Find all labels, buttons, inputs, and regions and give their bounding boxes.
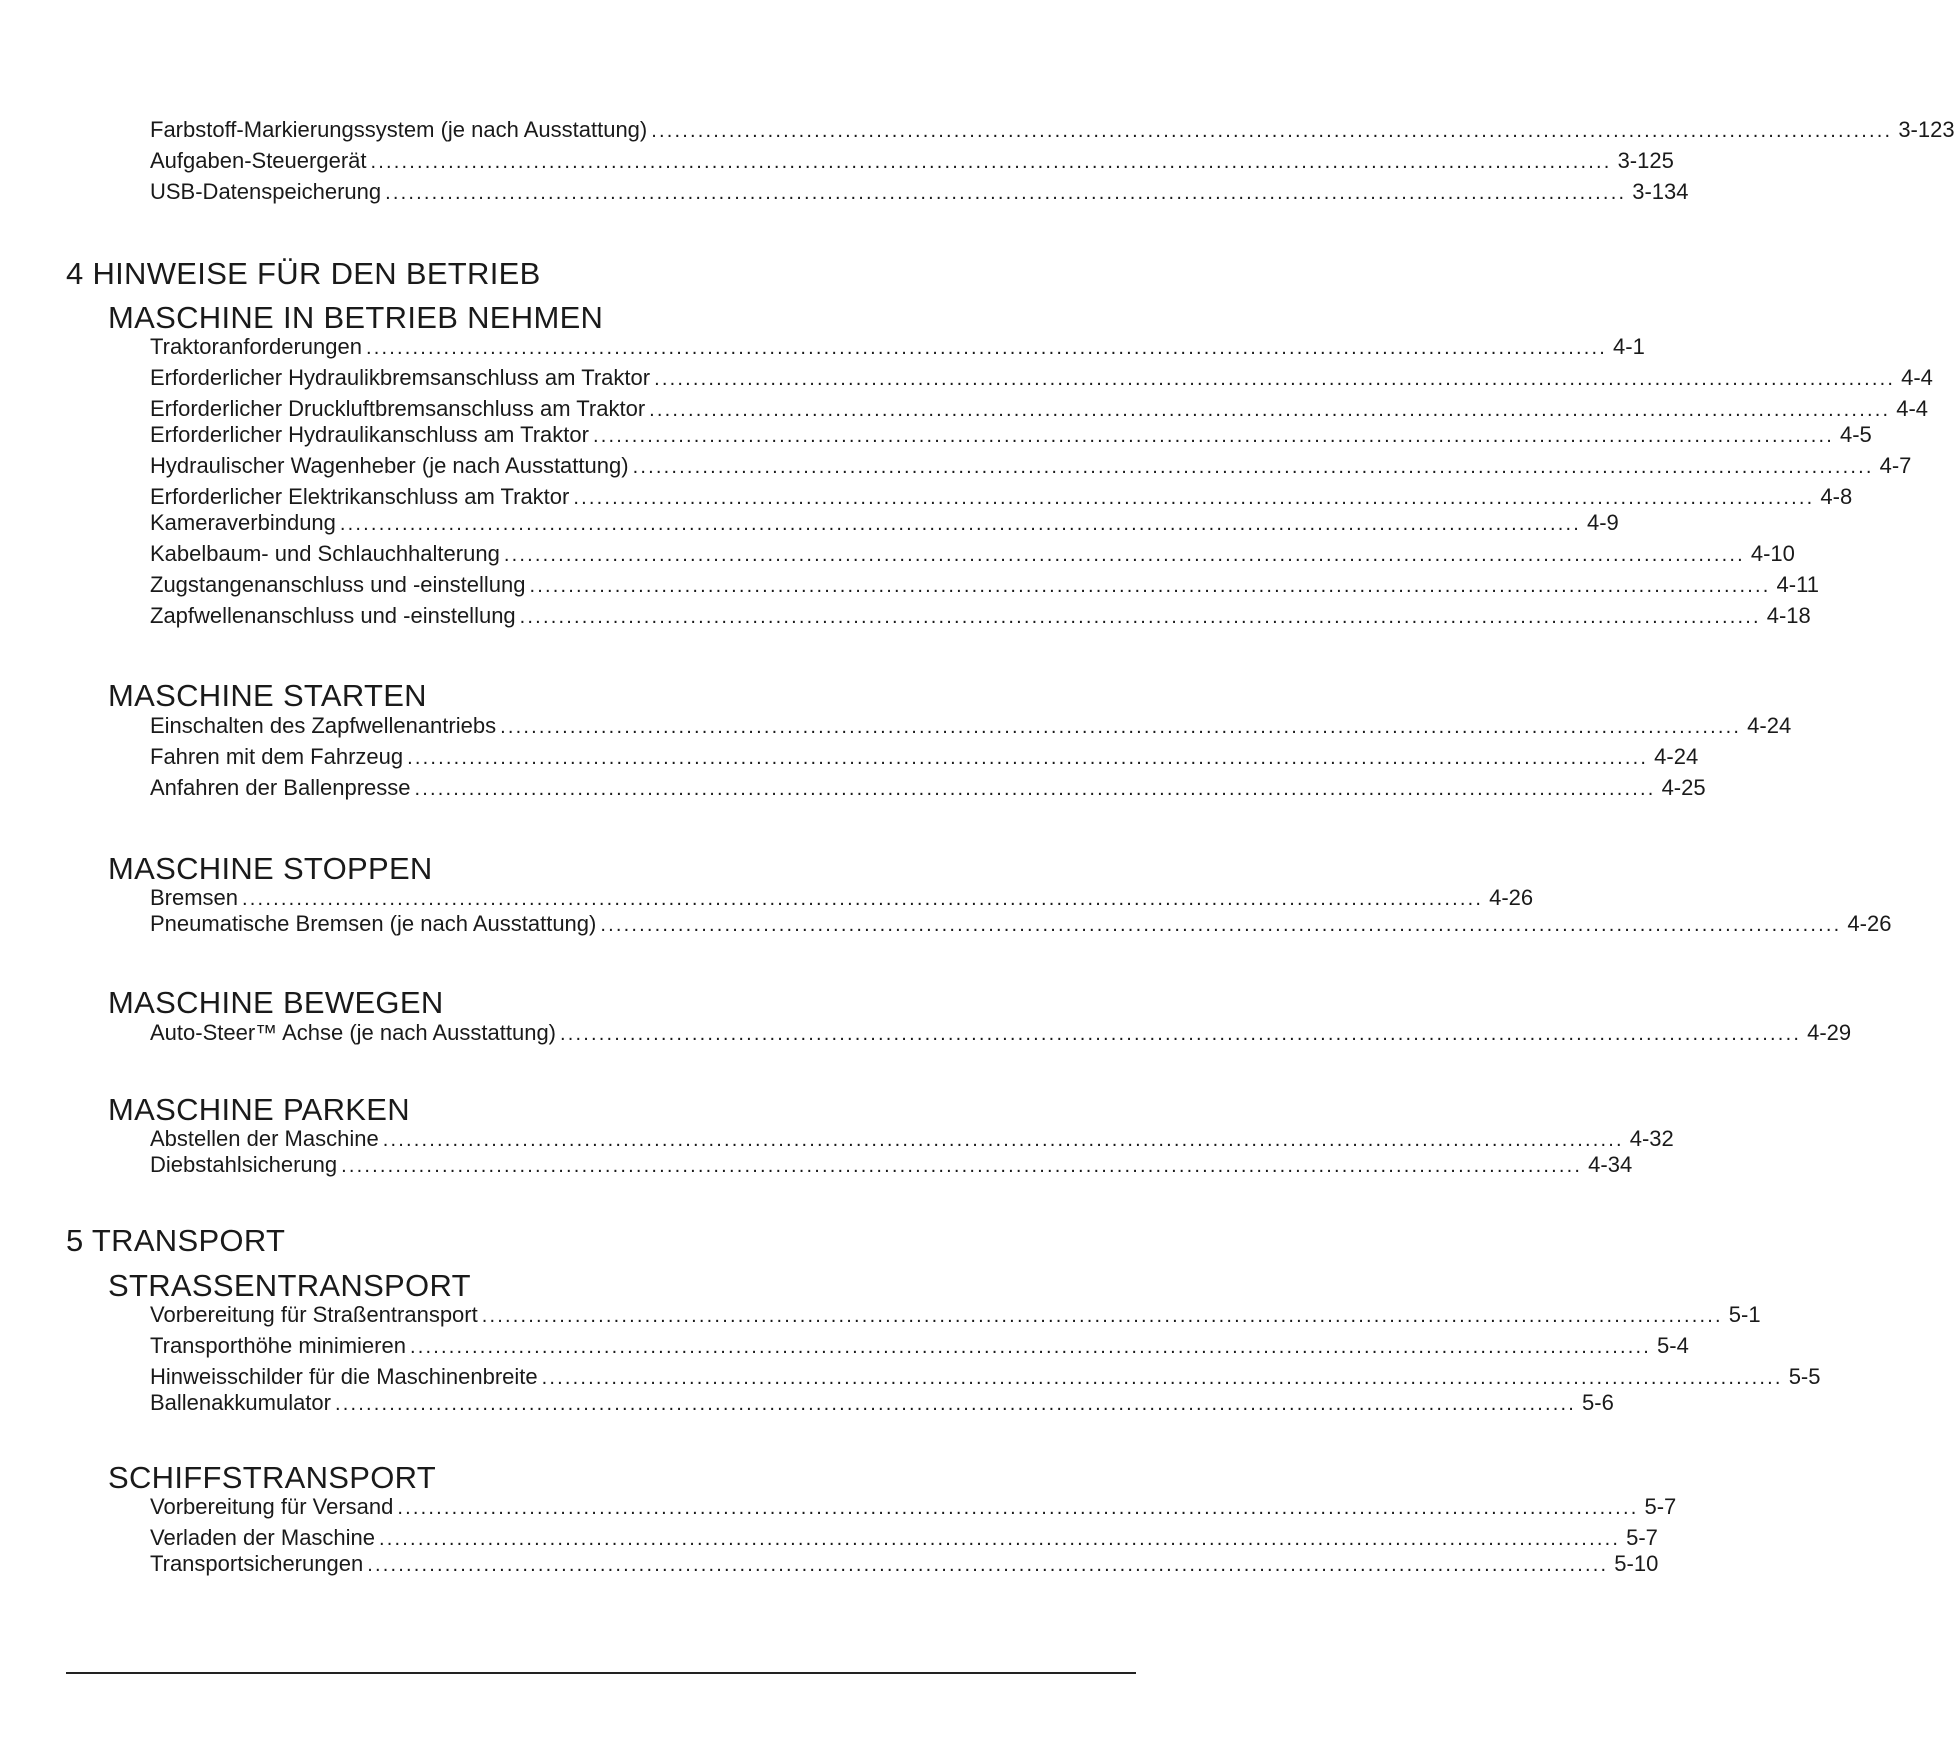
dot-leader: ................................................................................................................................................................ [654, 368, 1896, 390]
toc-entry-label: Hydraulischer Wagenheber (je nach Ausstattung) [150, 453, 629, 478]
toc-entry[interactable] [150, 510, 1619, 536]
dot-leader: ................................................................................................................................................................ [541, 1367, 1783, 1389]
toc-entry[interactable] [150, 603, 1811, 629]
toc-entry[interactable] [150, 396, 1929, 422]
toc-entry-page: 4-7 [1879, 453, 1912, 478]
toc-entry-page: 4-18 [1766, 603, 1811, 628]
dot-leader: ................................................................................................................................................................ [382, 1129, 1624, 1151]
toc-entry-page: 4-26 [1847, 911, 1892, 936]
toc-entry-label: Vorbereitung für Straßentransport [150, 1302, 478, 1327]
toc-entry[interactable] [150, 885, 1534, 911]
toc-entry[interactable] [150, 484, 1853, 510]
dot-leader: ................................................................................................................................................................ [651, 120, 1893, 142]
toc-entry[interactable] [150, 1020, 1852, 1046]
dot-leader: ................................................................................................................................................................ [242, 888, 1484, 910]
footer-divider [66, 1672, 1136, 1674]
dot-leader: ................................................................................................................................................................ [592, 425, 1834, 447]
toc-entry[interactable] [150, 179, 1689, 205]
toc-entry-page: 4-34 [1588, 1152, 1633, 1177]
toc-entry-page: 4-32 [1629, 1126, 1674, 1151]
dot-leader: ................................................................................................................................................................ [379, 1528, 1621, 1550]
toc-entry-label: Auto-Steer™ Achse (je nach Ausstattung) [150, 1020, 557, 1045]
toc-entry-label: Erforderlicher Druckluftbremsanschluss am Traktor [150, 396, 646, 421]
toc-entry-page: 4-26 [1489, 885, 1534, 910]
toc-entry[interactable] [150, 1152, 1633, 1178]
toc-entry[interactable] [150, 1302, 1761, 1328]
dot-leader: ................................................................................................................................................................ [409, 1336, 1652, 1358]
section-heading[interactable]: MASCHINE STOPPEN [108, 851, 433, 886]
toc-entry-label: Kabelbaum- und Schlauchhalterung [150, 541, 500, 566]
toc-entry-page: 3-125 [1617, 148, 1674, 173]
toc-entry-page: 5-10 [1614, 1551, 1659, 1576]
toc-entry[interactable] [150, 1551, 1659, 1577]
toc-entry-page: 4-8 [1820, 484, 1853, 509]
dot-leader: ................................................................................................................................................................ [397, 1497, 1639, 1519]
toc-entry-label: Pneumatische Bremsen (je nach Ausstattung) [150, 911, 597, 936]
dot-leader: ................................................................................................................................................................ [407, 747, 1649, 769]
toc-entry[interactable] [150, 744, 1699, 770]
toc-entry-label: Zapfwellenanschluss und -einstellung [150, 603, 516, 628]
dot-leader: ................................................................................................................................................................ [560, 1023, 1802, 1045]
toc-entry-page: 5-4 [1657, 1333, 1689, 1358]
dot-leader: ................................................................................................................................................................ [334, 1393, 1577, 1415]
chapter-heading[interactable]: 5 TRANSPORT [66, 1223, 286, 1258]
toc-entry[interactable] [150, 1364, 1821, 1390]
toc-entry-page: 4-25 [1661, 775, 1706, 800]
toc-entry-label: Transportsicherungen [150, 1551, 364, 1576]
dot-leader: ................................................................................................................................................................ [367, 1554, 1609, 1576]
dot-leader: ................................................................................................................................................................ [339, 513, 1581, 535]
toc-entry-page: 4-5 [1840, 422, 1872, 447]
toc-entry-label: Erforderlicher Hydraulikanschluss am Traktor [150, 422, 589, 447]
toc-entry-page: 4-24 [1747, 713, 1792, 738]
chapter-heading[interactable]: 4 HINWEISE FÜR DEN BETRIEB [66, 256, 541, 291]
toc-entry-label: Einschalten des Zapfwellenantriebs [150, 713, 497, 738]
toc-entry[interactable] [150, 365, 1933, 391]
dot-leader: ................................................................................................................................................................ [649, 399, 1891, 421]
toc-entry-page: 4-11 [1776, 572, 1819, 597]
toc-entry-label: Abstellen der Maschine [150, 1126, 379, 1151]
toc-entry-label: Erforderlicher Hydraulikbremsanschluss am Traktor [150, 365, 651, 390]
toc-entry[interactable] [150, 1390, 1614, 1416]
toc-entry-label: Farbstoff-Markierungssystem (je nach Ausstattung) [150, 117, 648, 142]
dot-leader: ................................................................................................................................................................ [365, 337, 1608, 359]
toc-entry[interactable] [150, 334, 1645, 360]
toc-entry[interactable] [150, 422, 1872, 448]
toc-entry-page: 4-9 [1586, 510, 1619, 535]
toc-entry[interactable] [150, 775, 1706, 801]
toc-entry-label: Traktoranforderungen [150, 334, 362, 359]
toc-entry-label: Fahren mit dem Fahrzeug [150, 744, 404, 769]
dot-leader: ................................................................................................................................................................ [573, 487, 1815, 509]
dot-leader: ................................................................................................................................................................ [481, 1305, 1723, 1327]
section-heading[interactable]: MASCHINE STARTEN [108, 678, 427, 713]
toc-entry[interactable] [150, 1494, 1677, 1520]
dot-leader: ................................................................................................................................................................ [385, 182, 1627, 204]
toc-entry[interactable] [150, 117, 1955, 143]
toc-entry-page: 4-4 [1901, 365, 1933, 390]
toc-entry-page: 3-123 [1898, 117, 1955, 142]
toc-entry-label: Transporthöhe minimieren [150, 1333, 406, 1358]
toc-entry[interactable] [150, 1525, 1658, 1551]
section-heading[interactable]: STRASSENTRANSPORT [108, 1268, 471, 1303]
toc-entry-page: 4-4 [1896, 396, 1929, 421]
toc-entry-label: Anfahren der Ballenpresse [150, 775, 411, 800]
toc-entry-page: 5-7 [1644, 1494, 1677, 1519]
toc-entry-label: Kameraverbindung [150, 510, 336, 535]
toc-entry-label: Erforderlicher Elektrikanschluss am Traktor [150, 484, 570, 509]
toc-entry-label: Vorbereitung für Versand [150, 1494, 394, 1519]
dot-leader: ................................................................................................................................................................ [500, 716, 1742, 738]
toc-entry-page: 5-7 [1626, 1525, 1658, 1550]
toc-entry[interactable] [150, 453, 1912, 479]
toc-entry-page: 4-24 [1654, 744, 1699, 769]
toc-entry-label: USB-Datenspeicherung [150, 179, 382, 204]
toc-entry[interactable] [150, 1126, 1674, 1152]
toc-entry-label: Diebstahlsicherung [150, 1152, 338, 1177]
toc-entry-page: 5-6 [1582, 1390, 1614, 1415]
toc-entry-label: Aufgaben-Steuergerät [150, 148, 367, 173]
toc-entry[interactable] [150, 541, 1795, 567]
dot-leader: ................................................................................................................................................................ [519, 606, 1761, 628]
dot-leader: ................................................................................................................................................................ [600, 914, 1842, 936]
dot-leader: ................................................................................................................................................................ [529, 575, 1771, 597]
toc-entry[interactable] [150, 1333, 1689, 1359]
toc-entry-label: Zugstangenanschluss und -einstellung [150, 572, 526, 597]
dot-leader: ................................................................................................................................................................ [503, 544, 1745, 566]
toc-entry[interactable] [150, 572, 1819, 598]
dot-leader: ................................................................................................................................................................ [370, 151, 1612, 173]
section-heading[interactable]: MASCHINE PARKEN [108, 1092, 410, 1127]
toc-entry-label: Bremsen [150, 885, 239, 910]
toc-entry-page: 4-1 [1613, 334, 1645, 359]
dot-leader: ................................................................................................................................................................ [632, 456, 1874, 478]
dot-leader: ................................................................................................................................................................ [341, 1155, 1583, 1177]
toc-entry-label: Hinweisschilder für die Maschinenbreite [150, 1364, 538, 1389]
toc-entry-page: 5-1 [1728, 1302, 1761, 1327]
dot-leader: ................................................................................................................................................................ [414, 778, 1656, 800]
section-heading[interactable]: SCHIFFSTRANSPORT [108, 1460, 437, 1495]
toc-entry[interactable] [150, 148, 1674, 174]
toc-entry-page: 3-134 [1632, 179, 1689, 204]
toc-entry-label: Ballenakkumulator [150, 1390, 331, 1415]
toc-entry-label: Verladen der Maschine [150, 1525, 376, 1550]
toc-entry-page: 4-10 [1750, 541, 1795, 566]
toc-entry-page: 5-5 [1788, 1364, 1821, 1389]
toc-entry[interactable] [150, 713, 1792, 739]
toc-entry-page: 4-29 [1807, 1020, 1852, 1045]
section-heading[interactable]: MASCHINE BEWEGEN [108, 985, 444, 1020]
section-heading[interactable]: MASCHINE IN BETRIEB NEHMEN [108, 300, 604, 335]
toc-entry[interactable] [150, 911, 1892, 937]
